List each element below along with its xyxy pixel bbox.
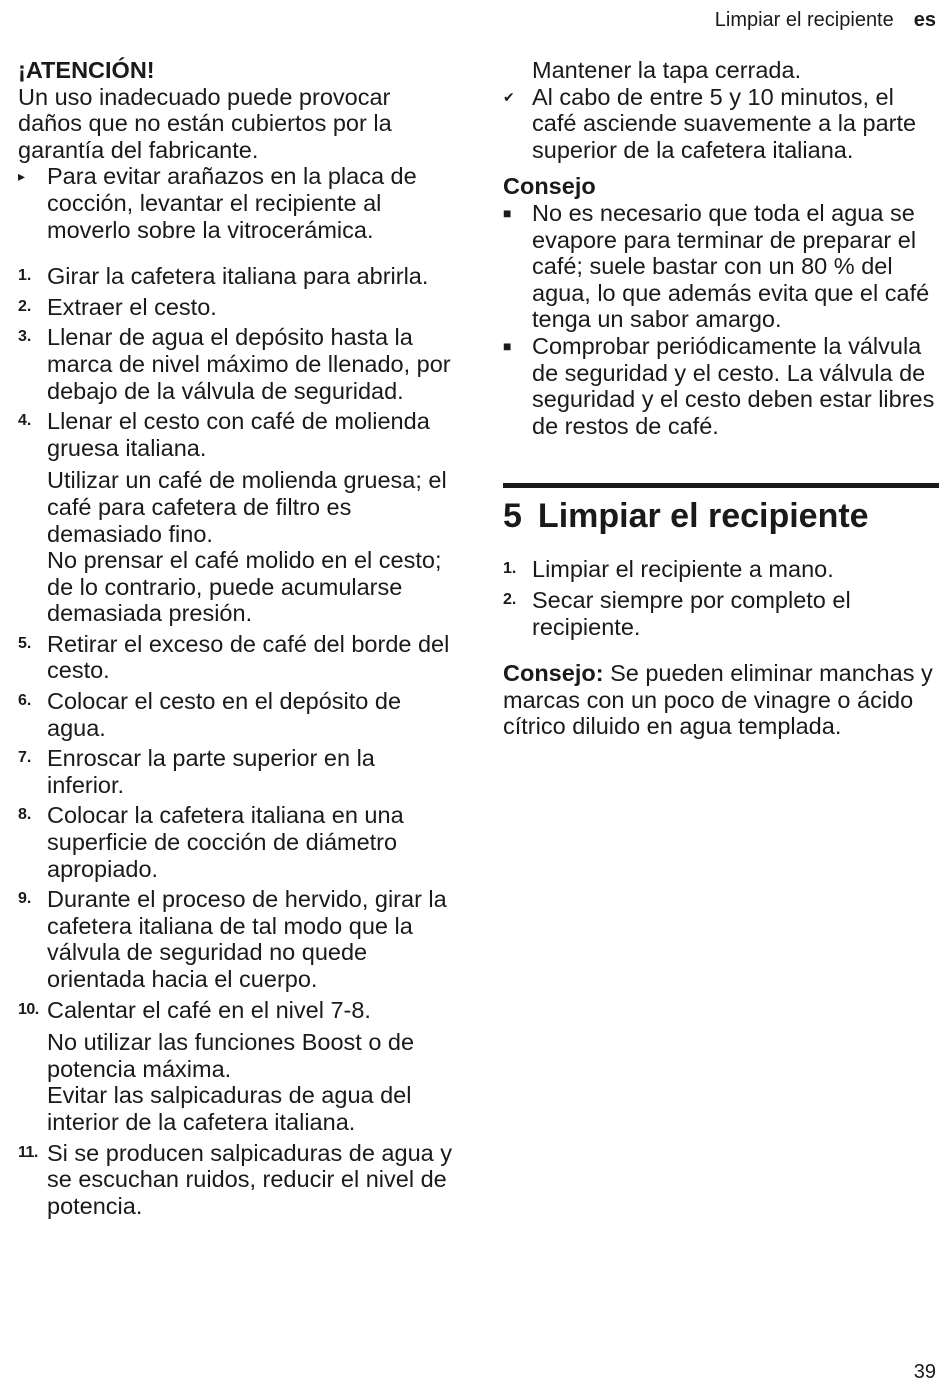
step-6 (18, 688, 458, 741)
attention-title: ¡ATENCIÓN! (18, 57, 155, 83)
step-number: 8. (18, 806, 32, 824)
step-10-note-2: Evitar las salpicaduras de agua del interior de la cafetera italiana. (47, 1082, 412, 1135)
step-number: 6. (18, 692, 32, 710)
square-bullet-icon: ■ (503, 337, 512, 354)
triangle-bullet-icon: ▸ (18, 168, 26, 185)
step-text: Girar la cafetera italiana para abrirla. (47, 263, 429, 290)
checkmark-icon: ✔ (503, 88, 515, 105)
tip-text: Comprobar periódicamente la válvula de seguridad y el cesto. La válvula de seguridad y el cesto deben estar libres de restos de café. (532, 332, 935, 439)
step-5 (18, 631, 458, 684)
step-number: 3. (18, 328, 32, 346)
attention-bullet-text: Para evitar arañazos en la placa de cocción, levantar el recipiente al moverlo sobre la vitrocerámica. (47, 163, 417, 243)
step-3 (18, 324, 458, 404)
step-number: 2. (503, 590, 517, 608)
tip-text: No es necesario que toda el agua se evapore para terminar de preparar el café; suele bastar con un 80 % del agua, lo que además evita que el café tenga un sabor amargo. (532, 199, 930, 333)
step-8 (18, 802, 458, 882)
step-number: 5. (18, 634, 32, 652)
step-7 (18, 745, 458, 798)
result-item (503, 84, 939, 164)
step-2 (18, 294, 458, 321)
tip-item-2 (503, 333, 939, 439)
step-number: 10. (18, 1000, 39, 1018)
final-tip (503, 660, 939, 740)
step-text: Limpiar el recipiente a mano. (532, 556, 834, 583)
step-10 (18, 997, 458, 1024)
step-text: Secar siempre por completo el recipiente. (532, 586, 851, 640)
step-number: 7. (18, 749, 32, 767)
step-9 (18, 886, 458, 992)
final-tip-label: Consejo: (503, 660, 604, 687)
clean-step-1 (503, 556, 939, 583)
header-section-title: Limpiar el recipiente (714, 9, 894, 31)
step-4-note-2: No prensar el café molido en el cesto; de lo contrario, puede acumularse demasiada presión. (47, 547, 442, 627)
step-text: Enroscar la parte superior en la inferior. (47, 745, 375, 798)
section-title: Limpiar el recipiente (537, 497, 869, 536)
step-text: Colocar la cafetera italiana en una superficie de cocción de diámetro apropiado. (47, 802, 404, 882)
header-language: es (913, 9, 936, 31)
section-number: 5 (503, 497, 522, 536)
tip-title: Consejo (503, 173, 596, 200)
step-text: Extraer el cesto. (47, 293, 217, 320)
step-text: Si se producen salpicaduras de agua y se escuchan ruidos, reducir el nivel de potencia. (47, 1139, 452, 1219)
step-number: 2. (18, 297, 32, 315)
clean-step-2 (503, 587, 939, 640)
step-number: 11. (18, 1143, 38, 1161)
square-bullet-icon: ■ (503, 204, 512, 221)
step-1 (18, 263, 458, 290)
step-number: 4. (18, 412, 32, 430)
right-column (503, 57, 939, 740)
step-text: Llenar el cesto con café de molienda gruesa italiana. (47, 408, 430, 461)
section-heading (503, 496, 939, 536)
step-10-note-1: No utilizar las funciones Boost o de potencia máxima. (47, 1029, 415, 1082)
step-4-note-1: Utilizar un café de molienda gruesa; el café para cafetera de filtro es demasiado fino. (47, 467, 447, 547)
tip-item-1 (503, 200, 939, 333)
step-number: 1. (503, 560, 517, 578)
page-header (715, 8, 936, 32)
step-4 (18, 408, 458, 461)
step-11 (18, 1140, 458, 1220)
step-text: Durante el proceso de hervido, girar la cafetera italiana de tal modo que la válvula de seguridad no quede orientada hacia el cuerpo. (47, 886, 447, 992)
left-column (18, 57, 458, 1219)
step-text: Llenar de agua el depósito hasta la marca de nivel máximo de llenado, por debajo de la válvula de seguridad. (47, 324, 451, 404)
final-tip-text: Se pueden eliminar manchas y marcas con un poco de vinagre o ácido cítrico diluido en agua templada. (503, 660, 933, 740)
step-text: Colocar el cesto en el depósito de agua. (47, 688, 402, 741)
step-number: 1. (18, 267, 32, 285)
step-text: Calentar el café en el nivel 7-8. (47, 996, 371, 1023)
page-number: 39 (913, 1361, 936, 1383)
result-text: Al cabo de entre 5 y 10 minutos, el café asciende suavemente a la parte superior de la cafetera italiana. (532, 83, 917, 163)
step-number: 9. (18, 890, 32, 908)
continued-step-text: Mantener la tapa cerrada. (532, 57, 802, 83)
attention-text: Un uso inadecuado puede provocar daños que no están cubiertos por la garantía del fabricante. (18, 83, 392, 163)
attention-bullet (18, 163, 458, 243)
section-divider (503, 483, 939, 488)
step-text: Retirar el exceso de café del borde del cesto. (47, 630, 450, 684)
